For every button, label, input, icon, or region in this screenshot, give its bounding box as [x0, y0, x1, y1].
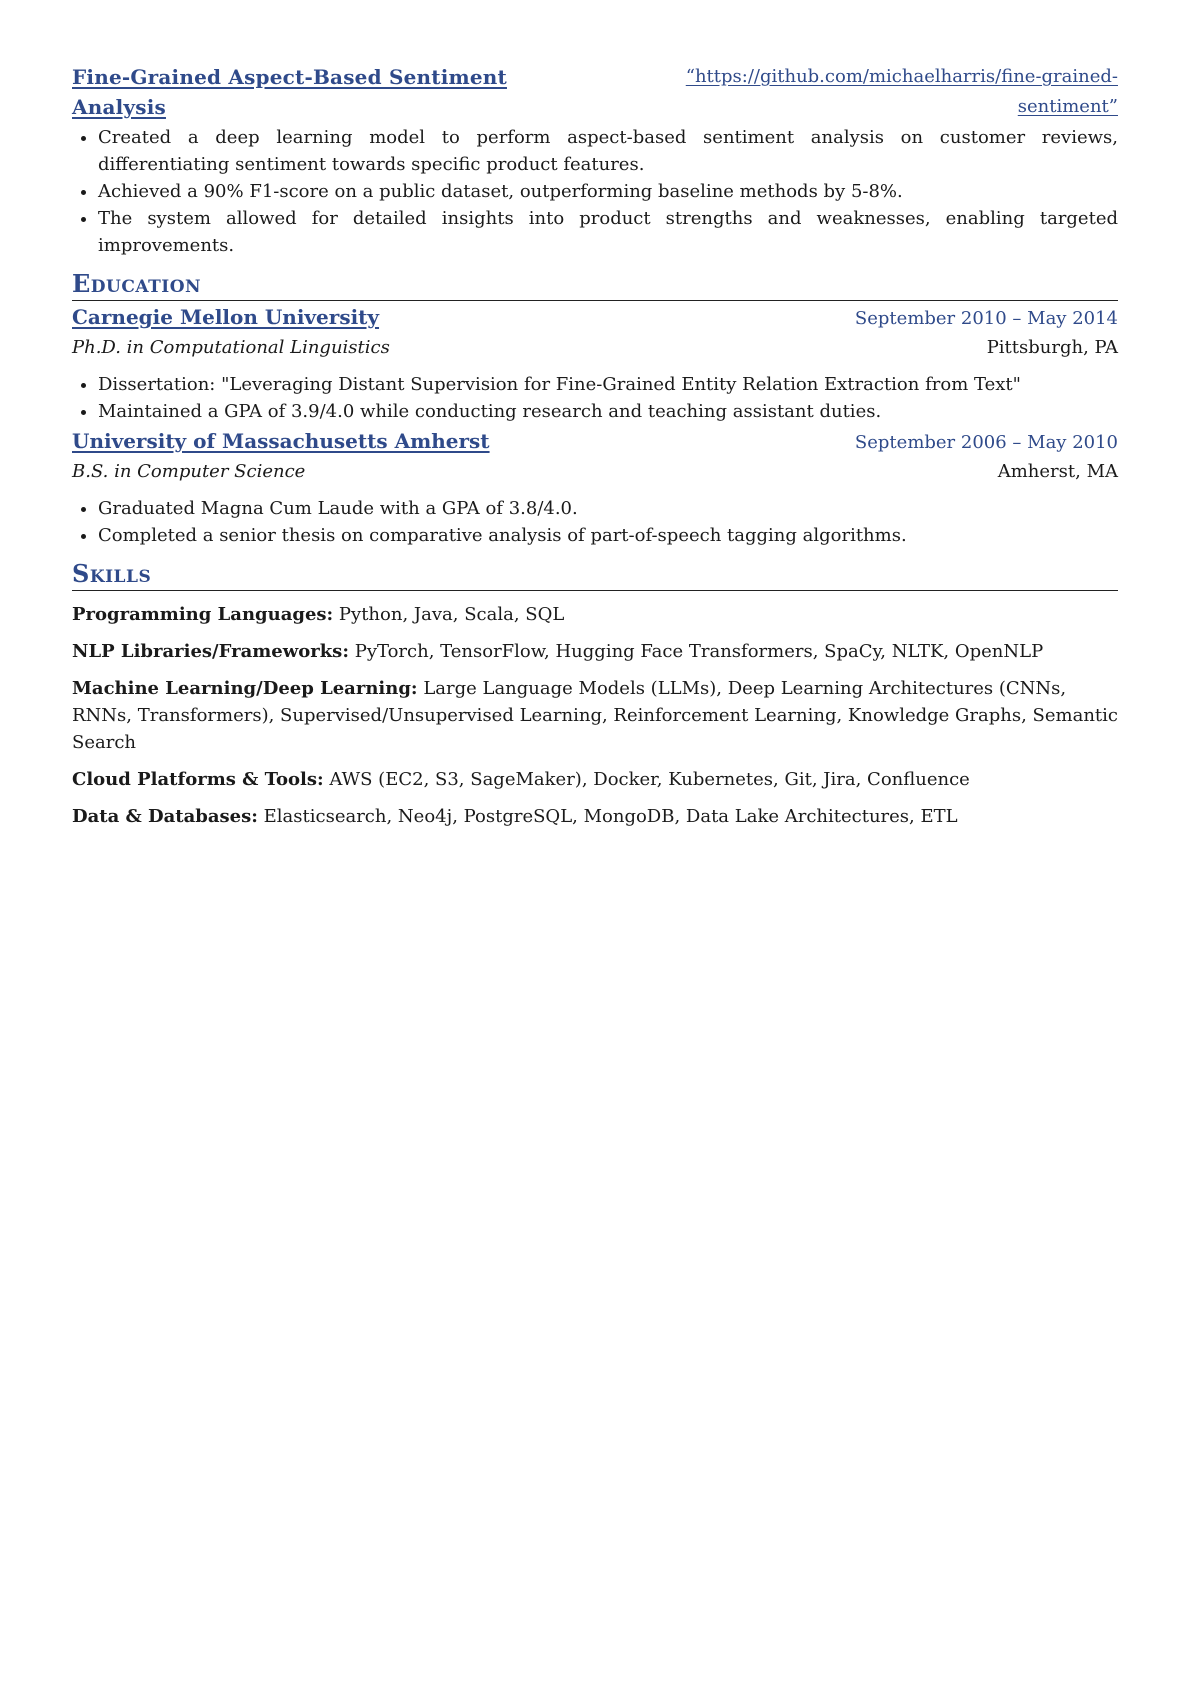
skill-label: NLP Libraries/Frameworks: — [72, 641, 349, 662]
project-bullet: • Achieved a 90% F1-score on a public dataset, outperforming baseline methods by 5-8%. — [98, 178, 1118, 205]
skill-row — [72, 601, 1118, 628]
project-title-link[interactable]: Fine-Grained Aspect-Based Sentiment Analysis — [72, 65, 507, 119]
education-entry-subheader — [72, 459, 1118, 485]
project-bullet: • Created a deep learning model to perform aspect-based sentiment analysis on customer reviews, differentiating sentiment towards specific product features. — [98, 124, 1118, 178]
skill-row — [72, 766, 1118, 793]
education-entry-cmu — [72, 301, 1118, 425]
skill-value: Python, Java, Scala, SQL — [338, 604, 565, 625]
skill-row — [72, 638, 1118, 665]
project-url-link[interactable]: “https://github.com/michaelharris/fine-grained-sentiment” — [685, 66, 1118, 117]
education-entry-header — [72, 301, 1118, 335]
skill-label: Machine Learning/Deep Learning: — [72, 678, 418, 699]
education-entry-header — [72, 425, 1118, 459]
skills-heading: Skills — [72, 559, 1118, 591]
skill-row — [72, 675, 1118, 756]
skill-value: AWS (EC2, S3, SageMaker), Docker, Kubernetes, Git, Jira, Confluence — [329, 769, 970, 790]
project-header — [72, 62, 1118, 122]
education-entry-subheader — [72, 335, 1118, 361]
skill-value: Elasticsearch, Neo4j, PostgreSQL, MongoDB, Data Lake Architectures, ETL — [263, 806, 958, 827]
skill-label: Data & Databases: — [72, 806, 258, 827]
degree: B.S. in Computer Science — [72, 461, 306, 482]
skill-row — [72, 803, 1118, 830]
location: Pittsburgh, PA — [986, 337, 1118, 358]
institution-link[interactable]: Carnegie Mellon University — [72, 305, 380, 329]
education-bullet: • Maintained a GPA of 3.9/4.0 while conducting research and teaching assistant duties. — [98, 398, 1118, 425]
institution-link[interactable]: University of Massachusetts Amherst — [72, 429, 490, 453]
skill-label: Cloud Platforms & Tools: — [72, 769, 324, 790]
education-bullet: • Completed a senior thesis on comparative analysis of part-of-speech tagging algorithms. — [98, 522, 1118, 549]
education-bullets — [72, 371, 1118, 425]
skill-value: PyTorch, TensorFlow, Hugging Face Transformers, SpaCy, NLTK, OpenNLP — [354, 641, 1044, 662]
skill-label: Programming Languages: — [72, 604, 334, 625]
education-heading: Education — [72, 269, 1118, 301]
education-entry-umass — [72, 425, 1118, 549]
degree: Ph.D. in Computational Linguistics — [72, 337, 390, 358]
education-bullets — [72, 495, 1118, 549]
location: Amherst, MA — [997, 461, 1118, 482]
resume-page — [72, 62, 1118, 830]
education-dates: September 2006 – May 2010 — [854, 432, 1118, 453]
project-bullet: • The system allowed for detailed insights into product strengths and weaknesses, enabling targeted improvements. — [98, 205, 1118, 259]
skill-value: Large Language Models (LLMs), Deep Learning Architectures (CNNs, RNNs, Transformers), Supervised/Unsupervised Learning, Reinforcement Learning, Knowledge Graphs, Semantic Search — [72, 678, 1119, 753]
project-bullets — [72, 124, 1118, 259]
education-bullet: • Dissertation: "Leveraging Distant Supervision for Fine-Grained Entity Relation Extraction from Text" — [98, 371, 1118, 398]
education-dates: September 2010 – May 2014 — [854, 308, 1118, 329]
education-bullet: • Graduated Magna Cum Laude with a GPA of 3.8/4.0. — [98, 495, 1118, 522]
